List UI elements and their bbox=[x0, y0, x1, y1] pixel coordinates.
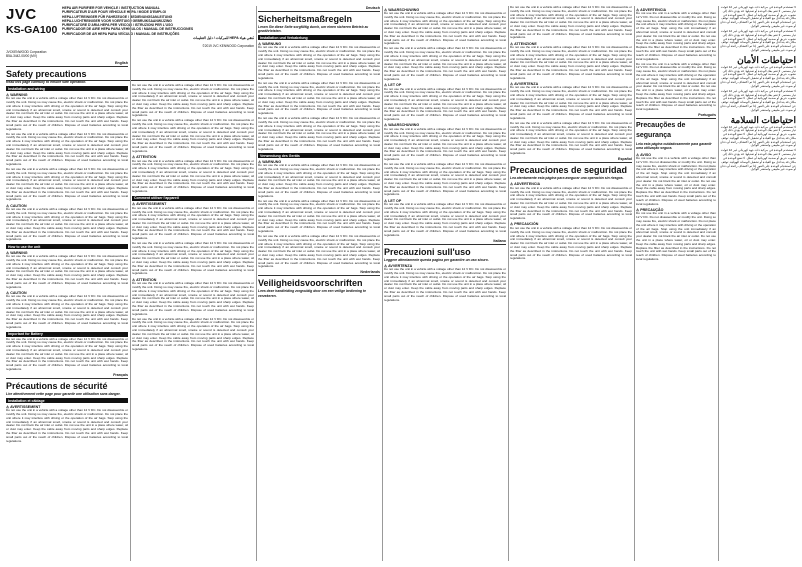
let-op-label: ⚠ LET OP bbox=[384, 83, 402, 88]
precaucion-label: ⚠ PRECAUCIÓN bbox=[510, 222, 539, 227]
body-paragraph: Do not use the unit in a vehicle with a voltage other than 12 V DC. Do not disassemble or modify the unit. Doing so may cause fire, electric shock or malfunction. Do not place the unit where it may interfere with driving or the operation of the air bags. Stop using the unit immediately if an abnormal smell, smoke or sound is detected and consult your dealer. Do not block the air inlet or outlet. Do not use the unit in a place where water, oil or dust may enter. Keep the cable away from moving parts and sharp edges. Replace the filter as described in the instructions. Do not touch the unit with wet hands. Keep small parts out of the reach of children. Dispose of used batteries according to local regulations. bbox=[132, 316, 254, 351]
subtitle-german: Lesen Sie diese Seite sorgfältig durch, um einen sicheren Betrieb zu gewährleisten. bbox=[258, 25, 369, 34]
section-installation: Installation and wiring bbox=[6, 86, 128, 91]
section-installation-fr: Installation et câblage bbox=[6, 398, 128, 403]
body-paragraph: Do not use the unit in a vehicle with a voltage other than 12 V DC. Do not disassemble or modify the unit. Doing so may cause fire, electric shock or malfunction. Do not place the unit where it may interfere with driving or the operation of the air bags. Stop using the unit immediately if an abnormal smell, smoke or sound is detected and consult your dealer. Do not block the air inlet or outlet. Do not use the unit in a place where water, oil or dust may enter. Keep the cable away from moving parts and sharp edges. Replace the filter as described in the instructions. Do not touch the unit with wet hands. Keep small parts out of the reach of children. Dispose of used batteries according to local regulations. bbox=[6, 207, 128, 242]
waarschuwing-label: ⚠ WAARSCHUWING bbox=[384, 123, 420, 128]
lang-label-english: English bbox=[6, 61, 128, 67]
lang-label-italian: Italiano bbox=[384, 239, 506, 245]
header-line: PURIFICADOR DE AIRE HEPA PARA VEHÍCULOS / MANUAL DE INSTRUCCIONES bbox=[62, 27, 194, 32]
body-paragraph: Do not use the unit in a vehicle with a voltage other than 12 V DC. Do not disassemble or modify the unit. Doing so may cause fire, electric shock or malfunction. Do not place the unit where it may interfere with driving or the operation of the air bags. Stop using the unit immediately if an abnormal smell, smoke or sound is detected and consult your dealer. Do not block the air inlet or outlet. Do not use the unit in a place where water, oil or dust may enter. Keep the cable away from moving parts and sharp edges. Replace the filter as described in the instructions. Do not touch the unit with wet hands. Keep small parts out of the reach of children. Dispose of used batteries according to local regulations. bbox=[510, 6, 632, 40]
company-name: JVCKENWOOD Corporation bbox=[6, 50, 47, 54]
title-portuguese: Precauções de segurança bbox=[636, 122, 686, 140]
body-paragraph: Do not use the unit in a vehicle with a voltage other than 12 V DC. Do not disassemble or modify the unit. Doing so may cause fire, electric shock or malfunction. Do not place the unit where it may interfere with driving or the operation of the air bags. Stop using the unit immediately if an abnormal smell, smoke or sound is detected and consult your dealer. Do not block the air inlet or outlet. Do not use the unit in a place where water, oil or dust may enter. Keep the cable away from moving parts and sharp edges. Replace the filter as described in the instructions. Do not touch the unit with wet hands. Keep small parts out of the reach of children. Dispose of used batteries according to local regulations. bbox=[510, 120, 632, 156]
body-paragraph: Do not use the unit in a vehicle with a voltage other than 12 V DC. Do not disassemble or modify the unit. Doing so may cause fire, electric shock or malfunction. Do not place the unit where it may interfere with driving or the operation of the air bags. Stop using the unit immediately if an abnormal smell, smoke or sound is detected and consult your dealer. Do not block the air inlet or outlet. Do not use the unit in a place where water, oil or dust may enter. Keep the cable away from moving parts and sharp edges. Replace the filter as described in the instructions. Do not touch the unit with wet hands. Keep small parts out of the reach of children. Dispose of used batteries according to local regulations. bbox=[258, 163, 380, 198]
warnung-label: ⚠ WARNUNG bbox=[258, 41, 282, 46]
column-divider bbox=[718, 6, 719, 561]
section-usage-de: Verwendung des Geräts bbox=[258, 153, 380, 158]
header-line: HEPA-LUCHTREINIGER VOOR VOERTUIG / GEBRUIKSAANWIJZING bbox=[62, 18, 172, 23]
title-arabic-2: احتياطات السلامة bbox=[730, 114, 796, 125]
body-paragraph: Do not use the unit in a vehicle with a voltage other than 12 V DC. Do not disassemble or modify the unit. Doing so may cause fire, electric shock or malfunction. Do not place the unit where it may interfere with driving or the operation of the air bags. Stop using the unit immediately if an abnormal smell, smoke or sound is detected and consult your dealer. Do not block the air inlet or outlet. Do not use the unit in a place where water, oil or dust may enter. Keep the cable away from moving parts and sharp edges. Replace the filter as described in the instructions. Do not touch the unit with wet hands. Keep small parts out of the reach of children. Dispose of used batteries according to local regulations. bbox=[258, 80, 380, 116]
arabic-paragraph: لا تستخدم الوحدة في مركبة ذات جهد كهربائي غير 12 فولت تيار مستمر. لا تقم بفك الوحدة أو تعديلها. قد يؤدي ذلك إلى نشوب حريق أو صدمة كهربائية أو عطل. لا تضع الوحدة في مكان قد يتداخل مع القيادة أو تشغيل الوسائد الهوائية. توقف عن استخدام الوحدة على الفور إذا تم اكتشاف رائحة أو دخان أو صوت غير طبيعي واستشر الوكيل. bbox=[720, 148, 796, 172]
body-paragraph: Do not use the unit in a vehicle with a voltage other than 12 V DC. Do not disassemble or modify the unit. Doing so may cause fire, electric shock or malfunction. Do not place the unit where it may interfere with driving or the operation of the air bags. Stop using the unit immediately if an abnormal smell, smoke or sound is detected and consult your dealer. Do not block the air inlet or outlet. Do not use the unit in a place where water, oil or dust may enter. Keep the cable away from moving parts and sharp edges. Replace the filter as described in the instructions. Do not touch the unit with wet hands. Keep small parts out of the reach of children. Dispose of used batteries according to local regulations. bbox=[258, 116, 380, 151]
column-italian-spanish bbox=[510, 6, 632, 262]
caution-label: ⚠ CAUTION bbox=[6, 290, 27, 295]
column-french bbox=[132, 84, 254, 353]
body-paragraph: Do not use the unit in a vehicle with a voltage other than 12 V DC. Do not disassemble or modify the unit. Doing so may cause fire, electric shock or malfunction. Do not place the unit where it may interfere with driving or the operation of the air bags. Stop using the unit immediately if an abnormal smell, smoke or sound is detected and consult your dealer. Do not block the air inlet or outlet. Do not use the unit in a place where water, oil or dust may enter. Keep the cable away from moving parts and sharp edges. Replace the filter as described in the instructions. Do not touch the unit with wet hands. Keep small parts out of the reach of children. Dispose of used batteries according to local regulations. bbox=[510, 85, 632, 120]
document-code: B5A-3442-00/00 (MV) bbox=[6, 54, 38, 58]
body-paragraph: Do not use the unit in a vehicle with a voltage other than 12 V DC. Do not disassemble or modify the unit. Doing so may cause fire, electric shock or malfunction. Do not place the unit where it may interfere with driving or the operation of the air bags. Stop using the unit immediately if an abnormal smell, smoke or sound is detected and consult your dealer. Do not block the air inlet or outlet. Do not use the unit in a place where water, oil or dust may enter. Keep the cable away from moving parts and sharp edges. Replace the filter as described in the instructions. Do not touch the unit with wet hands. Keep small parts out of the reach of children. Dispose of used batteries according to local regulations. bbox=[6, 336, 128, 371]
body-paragraph: Do not use the unit in a vehicle with a voltage other than 12 V DC. Do not disassemble or modify the unit. Doing so may cause fire, electric shock or malfunction. Do not place the unit where it may interfere with driving or the operation of the air bags. Stop using the unit immediately if an abnormal smell, smoke or sound is detected and consult your dealer. Do not block the air inlet or outlet. Do not use the unit in a place where water, oil or dust may enter. Keep the cable away from moving parts and sharp edges. Replace the filter as described in the instructions. Do not touch the unit with wet hands. Keep small parts out of the reach of children. Dispose of used batteries according to local regulations. bbox=[384, 46, 506, 81]
body-paragraph: Do not use the unit in a vehicle with a voltage other than 12 V DC. Do not disassemble or modify the unit. Doing so may cause fire, electric shock or malfunction. Do not place the unit where it may interfere with driving or the operation of the air bags. Stop using the unit immediately if an abnormal smell, smoke or sound is detected and consult your dealer. Do not block the air inlet or outlet. Do not use the unit in a place where water, oil or dust may enter. Keep the cable away from moving parts and sharp edges. Replace the filter as described in the instructions. Do not touch the unit with wet hands. Keep small parts out of the reach of children. Dispose of used batteries according to local regulations. bbox=[132, 158, 254, 193]
avvertenza-label: ⚠ AVVERTENZA bbox=[384, 263, 413, 268]
body-paragraph: Do not use the unit in a vehicle with a voltage other than 12 V DC. Do not disassemble or modify the unit. Doing so may cause fire, electric shock or malfunction. Do not place the unit where it may interfere with driving or the operation of the air bags. Stop using the unit immediately if an abnormal smell, smoke or sound is detected and consult your dealer. Do not block the air inlet or outlet. Do not use the unit in a place where water, oil or dust may enter. Keep the cable away from moving parts and sharp edges. Replace the filter as described in the instructions. Do not touch the unit with wet hands. Keep small parts out of the reach of children. Dispose of used batteries according to local regulations. bbox=[258, 198, 380, 234]
body-paragraph: Do not use the unit in a vehicle with a voltage other than 12 V DC. Do not disassemble or modify the unit. Doing so may cause fire, electric shock or malfunction. Do not place the unit where it may interfere with driving or the operation of the air bags. Stop using the unit immediately if an abnormal smell, smoke or sound is detected and consult your dealer. Do not block the air inlet or outlet. Do not use the unit in a place where water, oil or dust may enter. Keep the cable away from moving parts and sharp edges. Replace the filter as described in the instructions. Do not touch the unit with wet hands. Keep small parts out of the reach of children. Dispose of used batteries according to local regulations. bbox=[384, 11, 506, 46]
lang-label-dutch: Nederlands bbox=[258, 270, 380, 276]
title-italian: Precauzioni sull'uso bbox=[384, 246, 471, 257]
subtitle-dutch: Lees deze handleiding zorgvuldig door om een veilige bediening te verzekeren. bbox=[258, 289, 366, 298]
attention-label: ⚠ ATTENTION bbox=[132, 155, 157, 160]
body-paragraph: Do not use the unit in a vehicle with a voltage other than 12 V DC. Do not disassemble or modify the unit. Doing so may cause fire, electric shock or malfunction. Do not place the unit where it may interfere with driving or the operation of the air bags. Stop using the unit immediately if an abnormal smell, smoke or sound is detected and consult your dealer. Do not block the air inlet or outlet. Do not use the unit in a place where water, oil or dust may enter. Keep the cable away from moving parts and sharp edges. Replace the filter as described in the instructions. Do not touch the unit with wet hands. Keep small parts out of the reach of children. Dispose of used batteries according to local regulations. bbox=[636, 211, 716, 261]
arabic-paragraph: لا تستخدم الوحدة في مركبة ذات جهد كهربائي غير 12 فولت تيار مستمر. لا تقم بفك الوحدة أو تعديلها. قد يؤدي ذلك إلى نشوب حريق أو صدمة كهربائية أو عطل. لا تضع الوحدة في مكان قد يتداخل مع القيادة أو تشغيل الوسائد الهوائية. توقف عن استخدام الوحدة على الفور إذا تم اكتشاف رائحة أو دخان أو صوت غير طبيعي واستشر الوكيل. bbox=[720, 88, 796, 112]
title-spanish: Precauciones de seguridad bbox=[510, 165, 628, 176]
arabic-paragraph: لا تستخدم الوحدة في مركبة ذات جهد كهربائي غير 12 فولت تيار مستمر. لا تقم بفك الوحدة أو تعديلها. قد يؤدي ذلك إلى نشوب حريق أو صدمة كهربائية أو عطل. لا تضع الوحدة في مكان قد يتداخل مع القيادة أو تشغيل الوسائد الهوائية. توقف عن استخدام الوحدة على الفور إذا تم اكتشاف رائحة أو دخان أو صوت غير طبيعي واستشر الوكيل. bbox=[720, 124, 796, 148]
waarschuwing-label: ⚠ WAARSCHUWING bbox=[384, 7, 420, 12]
arabic-paragraph: لا تستخدم الوحدة في مركبة ذات جهد كهربائي غير 12 فولت تيار مستمر. لا تقم بفك الوحدة أو تعديلها. قد يؤدي ذلك إلى نشوب حريق أو صدمة كهربائية أو عطل. لا تضع الوحدة في مكان قد يتداخل مع القيادة أو تشغيل الوسائد الهوائية. توقف عن استخدام الوحدة على الفور إذا تم اكتشاف رائحة أو دخان أو صوت غير طبيعي واستشر الوكيل. bbox=[720, 28, 796, 52]
title-arabic: احتياطات الأمان bbox=[737, 54, 796, 65]
aviso-label: ⚠ AVISO bbox=[636, 152, 652, 157]
avvertenza-label: ⚠ AVVERTENZA bbox=[510, 81, 539, 86]
body-paragraph: Do not use the unit in a vehicle with a voltage other than 12 V DC. Do not disassemble or modify the unit. Doing so may cause fire, electric shock or malfunction. Do not place the unit where it may interfere with driving or the operation of the air bags. Stop using the unit immediately if an abnormal smell, smoke or sound is detected and consult your dealer. Do not block the air inlet or outlet. Do not use the unit in a place where water, oil or dust may enter. Keep the cable away from moving parts and sharp edges. Replace the filter as described in the instructions. Do not touch the unit with wet hands. Keep small parts out of the reach of children. Dispose of used batteries according to local regulations. bbox=[132, 241, 254, 276]
column-divider bbox=[382, 6, 383, 561]
brand-logo: JVC bbox=[6, 6, 37, 23]
arabic-paragraph: لا تستخدم الوحدة في مركبة ذات جهد كهربائي غير 12 فولت تيار مستمر. لا تقم بفك الوحدة أو تعديلها. قد يؤدي ذلك إلى نشوب حريق أو صدمة كهربائية أو عطل. لا تضع الوحدة في مكان قد يتداخل مع القيادة أو تشغيل الوسائد الهوائية. توقف عن استخدام الوحدة على الفور إذا تم اكتشاف رائحة أو دخان أو صوت غير طبيعي واستشر الوكيل. bbox=[720, 6, 796, 28]
attention-label: ⚠ ATTENTION bbox=[132, 277, 157, 282]
body-paragraph: Do not use the unit in a vehicle with a voltage other than 12 V DC. Do not disassemble or modify the unit. Doing so may cause fire, electric shock or malfunction. Do not place the unit where it may interfere with driving or the operation of the air bags. Stop using the unit immediately if an abnormal smell, smoke or sound is detected and consult your dealer. Do not block the air inlet or outlet. Do not use the unit in a place where water, oil or dust may enter. Keep the cable away from moving parts and sharp edges. Replace the filter as described in the instructions. Do not touch the unit with wet hands. Keep small parts out of the reach of children. Dispose of used batteries according to local regulations. bbox=[384, 162, 506, 197]
body-paragraph: Do not use the unit in a vehicle with a voltage other than 12 V DC. Do not disassemble or modify the unit. Doing so may cause fire, electric shock or malfunction. Do not place the unit where it may interfere with driving or the operation of the air bags. Stop using the unit immediately if an abnormal smell, smoke or sound is detected and consult your dealer. Do not block the air inlet or outlet. Do not use the unit in a place where water, oil or dust may enter. Keep the cable away from moving parts and sharp edges. Replace the filter as described in the instructions. Do not touch the unit with wet hands. Keep small parts out of the reach of children. Dispose of used batteries according to local regulations. bbox=[384, 86, 506, 121]
body-paragraph: Do not use the unit in a vehicle with a voltage other than 12 V DC. Do not disassemble or modify the unit. Doing so may cause fire, electric shock or malfunction. Do not place the unit where it may interfere with driving or the operation of the air bags. Stop using the unit immediately if an abnormal smell, smoke or sound is detected and consult your dealer. Do not block the air inlet or outlet. Do not use the unit in a place where water, oil or dust may enter. Keep the cable away from moving parts and sharp edges. Replace the filter as described in the instructions. Do not touch the unit with wet hands. Keep small parts out of the reach of children. Dispose of used batteries according to local regulations. bbox=[6, 254, 128, 289]
header-line: PURIFICATORE D'ARIA HEPA PER VEICOLI / ISTRUZIONI PER L'USO bbox=[62, 23, 173, 28]
model-number: KS-GA100 bbox=[6, 24, 58, 36]
subtitle-english: Read this page carefully to ensure safe operation. bbox=[6, 80, 87, 84]
header-line: PURIFICADOR DE AR HEPA PARA VEÍCULO / MANUAL DE INSTRUÇÕES bbox=[62, 31, 180, 36]
header-line: HEPA-LUFTREINIGER FÜR FAHRZEUGE / BEDIENUNGSANLEITUNG bbox=[62, 14, 173, 19]
column-divider bbox=[508, 6, 509, 561]
advertencia-label: ⚠ ADVERTENCIA bbox=[636, 7, 667, 12]
header-line-arabic: مُنقي هواء HEPA للمركبات / دليل التعليمات bbox=[192, 36, 254, 41]
body-paragraph: Do not use the unit in a vehicle with a voltage other than 12 V DC. Do not disassemble or modify the unit. Doing so may cause fire, electric shock or malfunction. Do not place the unit where it may interfere with driving or the operation of the air bags. Stop using the unit immediately if an abnormal smell, smoke or sound is detected and consult your dealer. Do not block the air inlet or outlet. Do not use the unit in a place where water, oil or dust may enter. Keep the cable away from moving parts and sharp edges. Replace the filter as described in the instructions. Do not touch the unit with wet hands. Keep small parts out of the reach of children. Dispose of used batteries according to local regulations. bbox=[636, 11, 716, 61]
body-paragraph: Do not use the unit in a vehicle with a voltage other than 12 V DC. Do not disassemble or modify the unit. Doing so may cause fire, electric shock or malfunction. Do not place the unit where it may interfere with driving or the operation of the air bags. Stop using the unit immediately if an abnormal smell, smoke or sound is detected and consult your dealer. Do not block the air inlet or outlet. Do not use the unit in a place where water, oil or dust may enter. Keep the cable away from moving parts and sharp edges. Replace the filter as described in the instructions. Do not touch the unit with wet hands. Keep small parts out of the reach of children. Dispose of used batteries according to local regulations. bbox=[510, 45, 632, 80]
title-dutch: Veiligheidsvoorschriften bbox=[258, 278, 363, 289]
let-op-label: ⚠ LET OP bbox=[384, 198, 402, 203]
subtitle-spanish: Lea atentamente esta página para asegurar una operación sin riesgos. bbox=[510, 176, 624, 181]
body-paragraph: Do not use the unit in a vehicle with a voltage other than 12 V DC. Do not disassemble or modify the unit. Doing so may cause fire, electric shock or malfunction. Do not place the unit where it may interfere with driving or the operation of the air bags. Stop using the unit immediately if an abnormal smell, smoke or sound is detected and consult your dealer. Do not block the air inlet or outlet. Do not use the unit in a place where water, oil or dust may enter. Keep the cable away from moving parts and sharp edges. Replace the filter as described in the instructions. Do not touch the unit with wet hands. Keep small parts out of the reach of children. Dispose of used batteries according to local regulations. bbox=[384, 267, 506, 302]
header-line: HEPA AIR PURIFIER FOR VEHICLE / INSTRUCTION MANUAL bbox=[62, 6, 160, 10]
body-paragraph: Do not use the unit in a vehicle with a voltage other than 12 V DC. Do not disassemble or modify the unit. Doing so may cause fire, electric shock or malfunction. Do not place the unit where it may interfere with driving or the operation of the air bags. Stop using the unit immediately if an abnormal smell, smoke or sound is detected and consult your dealer. Do not block the air inlet or outlet. Do not use the unit in a place where water, oil or dust may enter. Keep the cable away from moving parts and sharp edges. Replace the filter as described in the instructions. Do not touch the unit with wet hands. Keep small parts out of the reach of children. Dispose of used batteries according to local regulations. bbox=[510, 185, 632, 221]
section-usage-fr: Comment utiliser l'appareil bbox=[132, 196, 254, 201]
subtitle-portuguese: Leia esta página cuidadosamente para garantir uma utilização segura. bbox=[636, 142, 712, 151]
arabic-paragraph: لا تستخدم الوحدة في مركبة ذات جهد كهربائي غير 12 فولت تيار مستمر. لا تقم بفك الوحدة أو تعديلها. قد يؤدي ذلك إلى نشوب حريق أو صدمة كهربائية أو عطل. لا تضع الوحدة في مكان قد يتداخل مع القيادة أو تشغيل الوسائد الهوائية. توقف عن استخدام الوحدة على الفور إذا تم اكتشاف رائحة أو دخان أو صوت غير طبيعي واستشر الوكيل. bbox=[720, 64, 796, 88]
lang-label-portuguese: Português bbox=[636, 113, 716, 119]
precaucao-label: ⚠ PRECAUÇÃO bbox=[636, 207, 664, 212]
body-paragraph: Do not use the unit in a vehicle with a voltage other than 12 V DC. Do not disassemble or modify the unit. Doing so may cause fire, electric shock or malfunction. Do not place the unit where it may interfere with driving or the operation of the air bags. Stop using the unit immediately if an abnormal smell, smoke or sound is detected and consult your dealer. Do not block the air inlet or outlet. Do not use the unit in a place where water, oil or dust may enter. Keep the cable away from moving parts and sharp edges. Replace the filter as described in the instructions. Do not touch the unit with wet hands. Keep small parts out of the reach of children. Dispose of used batteries according to local regulations. bbox=[6, 131, 128, 166]
body-paragraph: Do not use the unit in a vehicle with a voltage other than 12 V DC. Do not disassemble or modify the unit. Doing so may cause fire, electric shock or malfunction. Do not place the unit where it may interfere with driving or the operation of the air bags. Stop using the unit immediately if an abnormal smell, smoke or sound is detected and consult your dealer. Do not block the air inlet or outlet. Do not use the unit in a place where water, oil or dust may enter. Keep the cable away from moving parts and sharp edges. Replace the filter as described in the instructions. Do not touch the unit with wet hands. Keep small parts out of the reach of children. Dispose of used batteries according to local regulations. bbox=[258, 234, 380, 269]
column-divider bbox=[256, 6, 257, 561]
section-howto: How to use the unit bbox=[6, 244, 128, 249]
title-english: Safety precautions bbox=[6, 69, 87, 79]
lang-label-spanish: Español bbox=[510, 157, 632, 163]
caution-label: ⚠ CAUTION bbox=[6, 203, 27, 208]
lang-label-german: Deutsch bbox=[258, 6, 380, 12]
section-installation-de: Installation und Verkabelung bbox=[258, 35, 380, 40]
warnung-label: ⚠ WARNUNG bbox=[258, 159, 282, 164]
body-paragraph: Do not use the unit in a vehicle with a voltage other than 12 V DC. Do not disassemble or modify the unit. Doing so may cause fire, electric shock or malfunction. Do not place the unit where it may interfere with driving or the operation of the air bags. Stop using the unit immediately if an abnormal smell, smoke or sound is detected and consult your dealer. Do not block the air inlet or outlet. Do not use the unit in a place where water, oil or dust may enter. Keep the cable away from moving parts and sharp edges. Replace the filter as described in the instructions. Do not touch the unit with wet hands. Keep small parts out of the reach of children. Dispose of used batteries according to local regulations. bbox=[384, 126, 506, 162]
body-paragraph: Do not use the unit in a vehicle with a voltage other than 12 V DC. Do not disassemble or modify the unit. Doing so may cause fire, electric shock or malfunction. Do not place the unit where it may interfere with driving or the operation of the air bags. Stop using the unit immediately if an abnormal smell, smoke or sound is detected and consult your dealer. Do not block the air inlet or outlet. Do not use the unit in a place where water, oil or dust may enter. Keep the cable away from moving parts and sharp edges. Replace the filter as described in the instructions. Do not touch the unit with wet hands. Keep small parts out of the reach of children. Dispose of used batteries according to local regulations. bbox=[6, 166, 128, 202]
body-paragraph: Do not use the unit in a vehicle with a voltage other than 12 V DC. Do not disassemble or modify the unit. Doing so may cause fire, electric shock or malfunction. Do not place the unit where it may interfere with driving or the operation of the air bags. Stop using the unit immediately if an abnormal smell, smoke or sound is detected and consult your dealer. Do not block the air inlet or outlet. Do not use the unit in a place where water, oil or dust may enter. Keep the cable away from moving parts and sharp edges. Replace the filter as described in the instructions. Do not touch the unit with wet hands. Keep small parts out of the reach of children. Dispose of used batteries according to local regulations. bbox=[384, 202, 506, 237]
column-german bbox=[258, 6, 380, 300]
body-paragraph: Do not use the unit in a vehicle with a voltage other than 12 V DC. Do not disassemble or modify the unit. Doing so may cause fire, electric shock or malfunction. Do not place the unit where it may interfere with driving or the operation of the air bags. Stop using the unit immediately if an abnormal smell, smoke or sound is detected and consult your dealer. Do not block the air inlet or outlet. Do not use the unit in a place where water, oil or dust may enter. Keep the cable away from moving parts and sharp edges. Replace the filter as described in the instructions. Do not touch the unit with wet hands. Keep small parts out of the reach of children. Dispose of used batteries according to local regulations. bbox=[636, 61, 716, 112]
lang-label-french: Français bbox=[6, 373, 128, 379]
title-german: Sicherheitsmaßregeln bbox=[258, 14, 353, 24]
body-paragraph: Do not use the unit in a vehicle with a voltage other than 12 V DC. Do not disassemble or modify the unit. Doing so may cause fire, electric shock or malfunction. Do not place the unit where it may interfere with driving or the operation of the air bags. Stop using the unit immediately if an abnormal smell, smoke or sound is detected and consult your dealer. Do not block the air inlet or outlet. Do not use the unit in a place where water, oil or dust may enter. Keep the cable away from moving parts and sharp edges. Replace the filter as described in the instructions. Do not touch the unit with wet hands. Keep small parts out of the reach of children. Dispose of used batteries according to local regulations. bbox=[132, 84, 254, 118]
body-paragraph: Do not use the unit in a vehicle with a voltage other than 12 V DC. Do not disassemble or modify the unit. Doing so may cause fire, electric shock or malfunction. Do not place the unit where it may interfere with driving or the operation of the air bags. Stop using the unit immediately if an abnormal smell, smoke or sound is detected and consult your dealer. Do not block the air inlet or outlet. Do not use the unit in a place where water, oil or dust may enter. Keep the cable away from moving parts and sharp edges. Replace the filter as described in the instructions. Do not touch the unit with wet hands. Keep small parts out of the reach of children. Dispose of used batteries according to local regulations. bbox=[132, 205, 254, 241]
column-arabic bbox=[720, 6, 796, 173]
warning-label: ⚠ WARNING bbox=[6, 250, 28, 255]
body-paragraph: Do not use the unit in a vehicle with a voltage other than 12 V DC. Do not disassemble or modify the unit. Doing so may cause fire, electric shock or malfunction. Do not place the unit where it may interfere with driving or the operation of the air bags. Stop using the unit immediately if an abnormal smell, smoke or sound is detected and consult your dealer. Do not block the air inlet or outlet. Do not use the unit in a place where water, oil or dust may enter. Keep the cable away from moving parts and sharp edges. Replace the filter as described in the instructions. Do not touch the unit with wet hands. Keep small parts out of the reach of children. Dispose of used batteries according to local regulations. bbox=[132, 118, 254, 153]
avert-label: ⚠ AVERTISSEMENT bbox=[132, 202, 167, 207]
header-line: PURIFICATEUR D'AIR POUR VÉHICULE HEPA / MODE D'EMPLOI bbox=[62, 10, 167, 15]
column-portuguese bbox=[636, 6, 716, 263]
body-paragraph: Do not use the unit in a vehicle with a voltage other than 12 V DC. Do not disassemble or modify the unit. Doing so may cause fire, electric shock or malfunction. Do not place the unit where it may interfere with driving or the operation of the air bags. Stop using the unit immediately if an abnormal smell, smoke or sound is detected and consult your dealer. Do not block the air inlet or outlet. Do not use the unit in a place where water, oil or dust may enter. Keep the cable away from moving parts and sharp edges. Replace the filter as described in the instructions. Do not touch the unit with wet hands. Keep small parts out of the reach of children. Dispose of used batteries according to local regulations. bbox=[6, 408, 128, 443]
body-paragraph: Do not use the unit in a vehicle with a voltage other than 12 V DC. Do not disassemble or modify the unit. Doing so may cause fire, electric shock or malfunction. Do not place the unit where it may interfere with driving or the operation of the air bags. Stop using the unit immediately if an abnormal smell, smoke or sound is detected and consult your dealer. Do not block the air inlet or outlet. Do not use the unit in a place where water, oil or dust may enter. Keep the cable away from moving parts and sharp edges. Replace the filter as described in the instructions. Do not touch the unit with wet hands. Keep small parts out of the reach of children. Dispose of used batteries according to local regulations. bbox=[636, 156, 716, 206]
body-paragraph: Do not use the unit in a vehicle with a voltage other than 12 V DC. Do not disassemble or modify the unit. Doing so may cause fire, electric shock or malfunction. Do not place the unit where it may interfere with driving or the operation of the air bags. Stop using the unit immediately if an abnormal smell, smoke or sound is detected and consult your dealer. Do not block the air inlet or outlet. Do not use the unit in a place where water, oil or dust may enter. Keep the cable away from moving parts and sharp edges. Replace the filter as described in the instructions. Do not touch the unit with wet hands. Keep small parts out of the reach of children. Dispose of used batteries according to local regulations. bbox=[510, 225, 632, 261]
section-battery: Important for Battery bbox=[6, 332, 128, 337]
subtitle-italian: Leggere attentamente questa pagina per garantire un uso sicuro. bbox=[384, 257, 489, 262]
warning-label: ⚠ WARNING bbox=[6, 92, 28, 97]
body-paragraph: Do not use the unit in a vehicle with a voltage other than 12 V DC. Do not disassemble or modify the unit. Doing so may cause fire, electric shock or malfunction. Do not place the unit where it may interfere with driving or the operation of the air bags. Stop using the unit immediately if an abnormal smell, smoke or sound is detected and consult your dealer. Do not block the air inlet or outlet. Do not use the unit in a place where water, oil or dust may enter. Keep the cable away from moving parts and sharp edges. Replace the filter as described in the instructions. Do not touch the unit with wet hands. Keep small parts out of the reach of children. Dispose of used batteries according to local regulations. bbox=[6, 294, 128, 329]
body-paragraph: Do not use the unit in a vehicle with a voltage other than 12 V DC. Do not disassemble or modify the unit. Doing so may cause fire, electric shock or malfunction. Do not place the unit where it may interfere with driving or the operation of the air bags. Stop using the unit immediately if an abnormal smell, smoke or sound is detected and consult your dealer. Do not block the air inlet or outlet. Do not use the unit in a place where water, oil or dust may enter. Keep the cable away from moving parts and sharp edges. Replace the filter as described in the instructions. Do not touch the unit with wet hands. Keep small parts out of the reach of children. Dispose of used batteries according to local regulations. bbox=[132, 281, 254, 316]
column-divider bbox=[634, 6, 635, 561]
subtitle-french: Lire attentivement cette page pour garantir une utilisation sans danger. bbox=[6, 391, 121, 396]
copyright: ©2019 JVC KENWOOD Corporation bbox=[202, 44, 254, 49]
column-dutch bbox=[384, 6, 506, 304]
attenzione-label: ⚠ ATTENZIONE bbox=[510, 41, 537, 46]
advertencia-label: ⚠ ADVERTENCIA bbox=[510, 182, 541, 187]
column-english bbox=[6, 6, 128, 445]
body-paragraph: Do not use the unit in a vehicle with a voltage other than 12 V DC. Do not disassemble or modify the unit. Doing so may cause fire, electric shock or malfunction. Do not place the unit where it may interfere with driving or the operation of the air bags. Stop using the unit immediately if an abnormal smell, smoke or sound is detected and consult your dealer. Do not block the air inlet or outlet. Do not use the unit in a place where water, oil or dust may enter. Keep the cable away from moving parts and sharp edges. Replace the filter as described in the instructions. Do not touch the unit with wet hands. Keep small parts out of the reach of children. Dispose of used batteries according to local regulations. bbox=[6, 96, 128, 131]
title-french: Précautions de sécurité bbox=[6, 380, 108, 391]
header-lines bbox=[62, 6, 254, 48]
body-paragraph: Do not use the unit in a vehicle with a voltage other than 12 V DC. Do not disassemble or modify the unit. Doing so may cause fire, electric shock or malfunction. Do not place the unit where it may interfere with driving or the operation of the air bags. Stop using the unit immediately if an abnormal smell, smoke or sound is detected and consult your dealer. Do not block the air inlet or outlet. Do not use the unit in a place where water, oil or dust may enter. Keep the cable away from moving parts and sharp edges. Replace the filter as described in the instructions. Do not touch the unit with wet hands. Keep small parts out of the reach of children. Dispose of used batteries according to local regulations. bbox=[258, 45, 380, 80]
column-divider bbox=[130, 6, 131, 561]
avert-label: ⚠ AVERTISSEMENT bbox=[6, 404, 41, 409]
